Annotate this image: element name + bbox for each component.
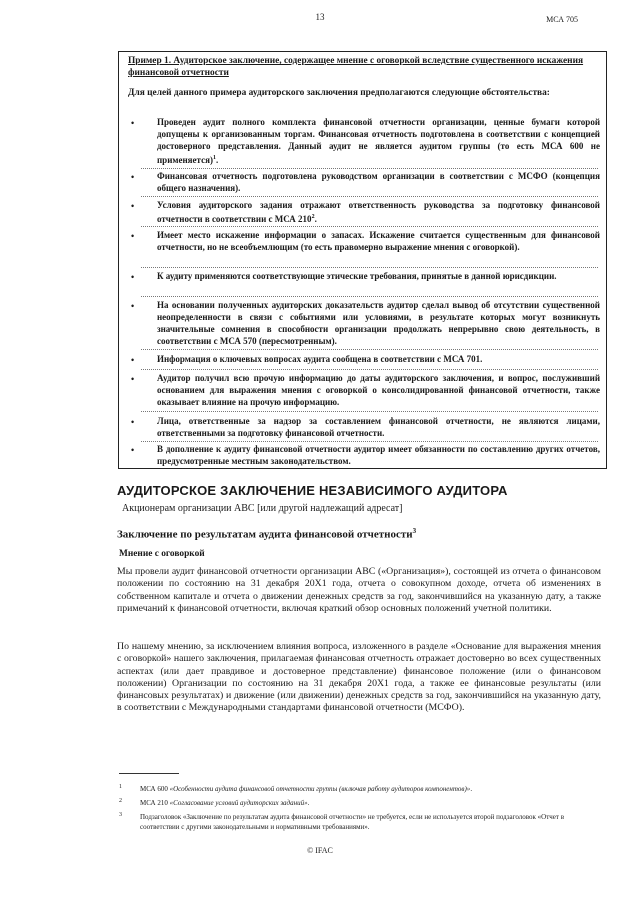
bullet-marker: • bbox=[131, 272, 135, 282]
bullet-separator bbox=[141, 267, 598, 268]
section-heading: Заключение по результатам аудита финансовой отчетности$^3$ bbox=[117, 527, 417, 541]
bullet-item-1: Проведен аудит полного комплекта финансовой отчетности организации, ценные бумаги которой допущены к организованным торгам. Финансовая отчетность подготовлена в соответствии с концепцией достоверного представления. Данный аудит не является аудитом группы (то есть МСА 600 не применяется)$^1$. bbox=[157, 117, 600, 165]
bullet-item-7: Информация о ключевых вопросах аудита сообщена в соответствии с МСА 701. bbox=[157, 354, 483, 364]
bullet-item-4: Имеет место искажение информации о запасах. Искажение считается существенным для финансовой отчетности, но не всеобъемлющим (то есть правомерно выражение мнения с оговоркой). bbox=[157, 230, 600, 252]
page-number: 13 bbox=[315, 12, 325, 22]
bullet-marker: • bbox=[131, 118, 135, 128]
footnote-divider bbox=[119, 773, 179, 774]
bullet-item-5: К аудиту применяются соответствующие этические требования, принятые в данной юрисдикции. bbox=[157, 271, 557, 281]
bullet-separator bbox=[141, 441, 598, 442]
example-intro: Для целей данного примера аудиторского заключения предполагаются следующие обстоятельства: bbox=[128, 88, 550, 98]
report-addressee: Акционерам организации АВС [или другой надлежащий адресат] bbox=[122, 503, 403, 514]
bullet-item-10: В дополнение к аудиту финансовой отчетности аудитор имеет обязанности по составлению других отчетов, предусмотренные местным законодательством. bbox=[157, 444, 600, 466]
bullet-separator bbox=[141, 369, 598, 370]
footnote-1: МСА 600 «Особенности аудита финансовой отчетности группы (включая работу аудиторов компонентов)». bbox=[140, 785, 473, 793]
bullet-marker: • bbox=[131, 201, 135, 211]
bullet-marker: • bbox=[131, 301, 135, 311]
example-title: Пример 1. Аудиторское заключение, содержащее мнение с оговоркой вследствие существенного искажения финансовой отчетности bbox=[128, 56, 584, 78]
footer-copyright: © IFAC bbox=[307, 846, 333, 855]
report-heading: АУДИТОРСКОЕ ЗАКЛЮЧЕНИЕ НЕЗАВИСИМОГО АУДИТОРА bbox=[117, 483, 508, 498]
bullet-separator bbox=[141, 168, 598, 169]
footnote-3: Подзаголовок «Заключение по результатам аудита финансовой отчетности» не требуется, если не используется второй подзаголовок «Отчет в соответствии с другими законодательными и нормативными требованиями». bbox=[140, 813, 565, 831]
bullet-item-8: Аудитор получил всю прочую информацию до даты аудиторского заключения, и вопрос, послуживший основанием для выражения мнения с оговоркой о консолидированной финансовой отчетности, также оказывает влияние на прочую информацию. bbox=[157, 373, 600, 407]
footnote-number: 1 bbox=[119, 784, 122, 790]
bullet-marker: • bbox=[131, 355, 135, 365]
bullet-marker: • bbox=[131, 231, 135, 241]
standard-code: МСА 705 bbox=[546, 15, 578, 24]
bullet-separator bbox=[141, 411, 598, 412]
bullet-item-3: Условия аудиторского задания отражают ответственность руководства за подготовку финансовой отчетности в соответствии с МСА $210^2$. bbox=[157, 200, 600, 224]
bullet-marker: • bbox=[131, 445, 135, 455]
bullet-item-2: Финансовая отчетность подготовлена руководством организации в соответствии с МСФО (концепция общего назначения). bbox=[157, 171, 600, 193]
bullet-marker: • bbox=[131, 172, 135, 182]
footnote-number: 3 bbox=[119, 812, 122, 818]
opinion-paragraph-2: По нашему мнению, за исключением влияния вопроса, изложенного в разделе «Основание для выражения мнения с оговоркой» нашего заключения, прилагаемая финансовая отчетность отражает достоверно во всех существенных аспектах (или дает правдивое и достоверное представление) финансовое положение (или о финансовом положении) Организации по состоянию на 31 декабря 20Х1 года, а также ее финансовые результаты (или финансовых результатах) и движение (или движении) денежных средств за год, закончившийся на указанную дату, в соответствии с Международными стандартами финансовой отчетности (МСФО). bbox=[117, 641, 601, 714]
footnote-number: 2 bbox=[119, 798, 122, 804]
bullet-marker: • bbox=[131, 417, 135, 427]
bullet-separator bbox=[141, 226, 598, 227]
bullet-item-6: На основании полученных аудиторских доказательств аудитор сделал вывод об отсутствии существенной неопределенности в связи с событиями или условиями, в результате которых могут возникнуть значительные сомнения в способности организации продолжать непрерывно свою деятельность, в соответствии с МСА 570 (пересмотренным). bbox=[157, 300, 600, 346]
bullet-separator bbox=[141, 296, 598, 297]
opinion-paragraph-1: Мы провели аудит финансовой отчетности организации АВС («Организация»), состоящей из отчета о финансовом положении по состоянию на 31 декабря 20Х1 года, отчета о совокупном доходе, отчета об изменениях в собственном капитале и отчета о движении денежных средств за год, закончившийся на указанную дату, а также примечаний к финансовой отчетности, включая краткий обзор основных положений учетной политики. bbox=[117, 566, 601, 614]
bullet-separator bbox=[141, 196, 598, 197]
footnote-2: МСА 210 «Согласование условий аудиторских заданий». bbox=[140, 799, 310, 807]
bullet-item-9: Лица, ответственные за надзор за составлением финансовой отчетности, не являются лицами, ответственными за подготовку финансовой отчетности. bbox=[157, 416, 600, 438]
bullet-marker: • bbox=[131, 374, 135, 384]
opinion-heading: Мнение с оговоркой bbox=[119, 549, 205, 559]
bullet-separator bbox=[141, 349, 598, 350]
